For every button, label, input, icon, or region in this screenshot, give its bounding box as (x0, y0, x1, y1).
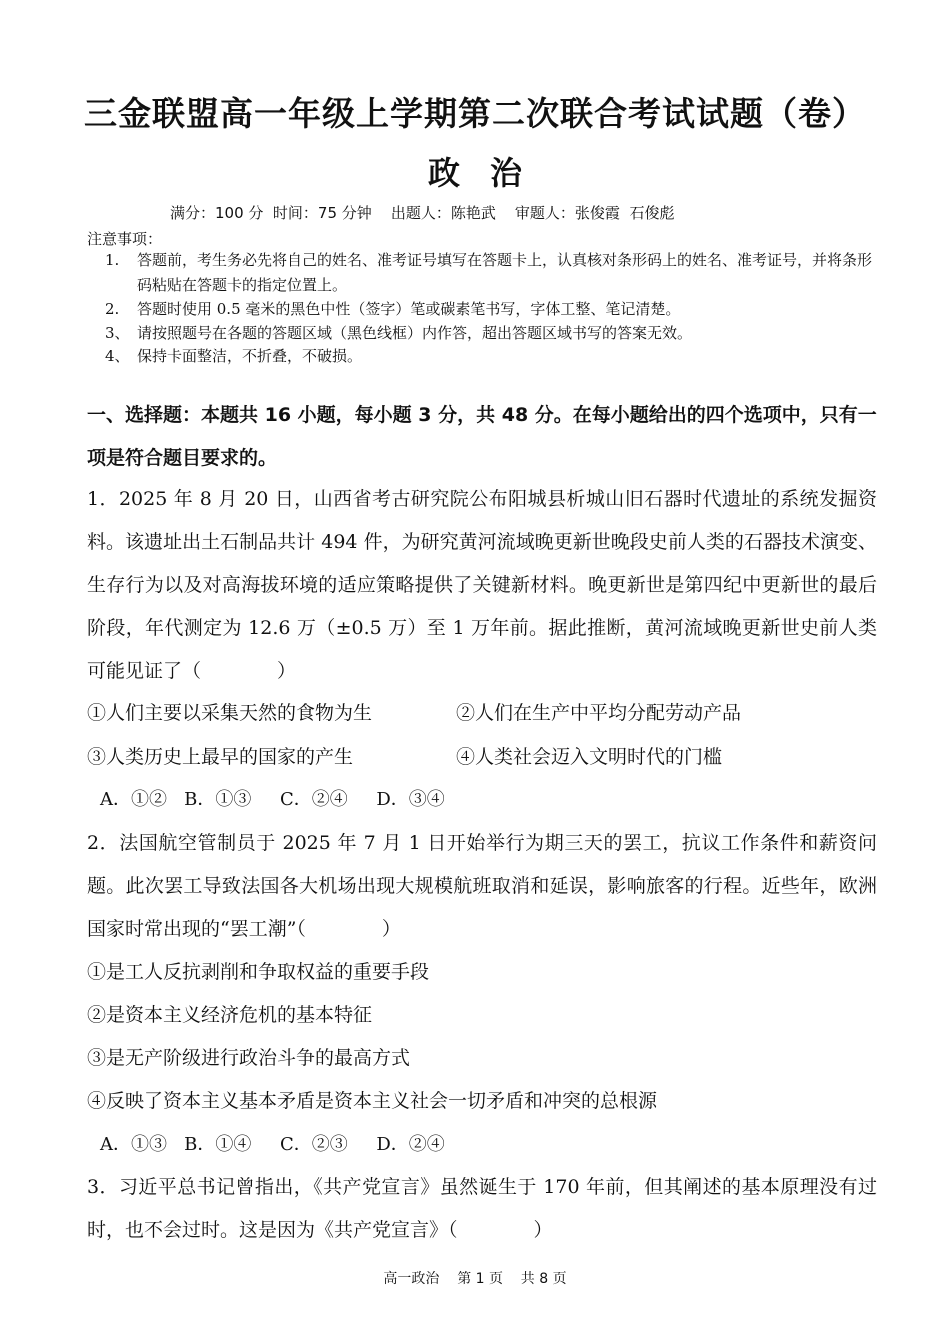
notice-item (105, 248, 875, 298)
exam-title: 三金联盟高一年级上学期第二次联合考试试题（卷） (84, 94, 866, 133)
notice-text: 答题前，考生务必先将自己的姓名、准考证号填写在答题卡上，认真核对条形码上的姓名、准考证号，并将条形码粘贴在答题卡的指定位置上。 (137, 251, 873, 294)
notice-number: 1. (105, 251, 120, 269)
notice-number: 3、 (105, 324, 130, 342)
notice-text: 请按照题号在各题的答题区域（黑色线框）内作答，超出答题区域书写的答案无效。 (137, 324, 693, 342)
notice-item (105, 321, 875, 346)
question-3-stem: 3．习近平总书记曾指出，《共产党宣言》虽然诞生于 170 年前，但其阐述的基本原理没有过时，也不会过时。这是因为《共产党宣言》（ ） (87, 1176, 877, 1241)
question-2-option: ①是工人反抗剥削和争取权益的重要手段 (87, 961, 430, 983)
question-2-option: ③是无产阶级进行政治斗争的最高方式 (87, 1047, 411, 1069)
exam-meta: 满分：100 分 时间：75 分钟 出题人：陈艳武 审题人：张俊霞 石俊彪 (170, 204, 675, 222)
notice-item (105, 297, 875, 322)
notice-text: 保持卡面整洁，不折叠，不破损。 (137, 347, 363, 365)
section-heading: 一、选择题：本题共 16 小题，每小题 3 分，共 48 分。在每小题给出的四个选项中，只有一项是符合题目要求的。 (87, 404, 877, 469)
question-2-option: ④反映了资本主义基本矛盾是资本主义社会一切矛盾和冲突的总根源 (87, 1090, 658, 1112)
notice-heading: 注意事项： (87, 230, 163, 248)
question-2-option: ②是资本主义经济危机的基本特征 (87, 1004, 373, 1026)
question-1-option: ①人们主要以采集天然的食物为生 (87, 702, 373, 724)
question-1-option: ④人类社会迈入文明时代的门槛 (456, 746, 723, 768)
question-1-choices: A．①② B．①③ C．②④ D．③④ (100, 789, 445, 810)
subject-title: 政治 (427, 154, 552, 192)
notice-text: 答题时使用 0.5 毫米的黑色中性（签字）笔或碳素笔书写，字体工整、笔记清楚。 (137, 300, 681, 318)
question-2-choices: A．①③ B．①④ C．②③ D．②④ (100, 1134, 445, 1155)
notice-item (105, 344, 875, 369)
page-footer: 高一政治 第 1 页 共 8 页 (383, 1271, 567, 1287)
question-1-stem: 1．2025 年 8 月 20 日，山西省考古研究院公布阳城县析城山旧石器时代遗址的系统发掘资料。该遗址出土石制品共计 494 件，为研究黄河流域晚更新世晚段史前人类的石器技术演变、生存行为以及对高海拔环境的适应策略提供了关键新材料。晚更新世是第四纪中更新世的最后阶段，年代测定为 12.6 万（±0.5 万）至 1 万年前。据此推断，黄河流域晚更新世史前人类可能见证了（ ） (87, 488, 877, 682)
question-1-option: ③人类历史上最早的国家的产生 (87, 746, 354, 768)
question-1-option: ②人们在生产中平均分配劳动产品 (456, 702, 742, 724)
notice-number: 2. (105, 300, 120, 318)
question-2-stem: 2．法国航空管制员于 2025 年 7 月 1 日开始举行为期三天的罢工，抗议工作条件和薪资问题。此次罢工导致法国各大机场出现大规模航班取消和延误，影响旅客的行程。近些年，欧洲国家时常出现的“罢工潮”（ ） (87, 832, 877, 940)
notice-number: 4、 (105, 347, 130, 365)
